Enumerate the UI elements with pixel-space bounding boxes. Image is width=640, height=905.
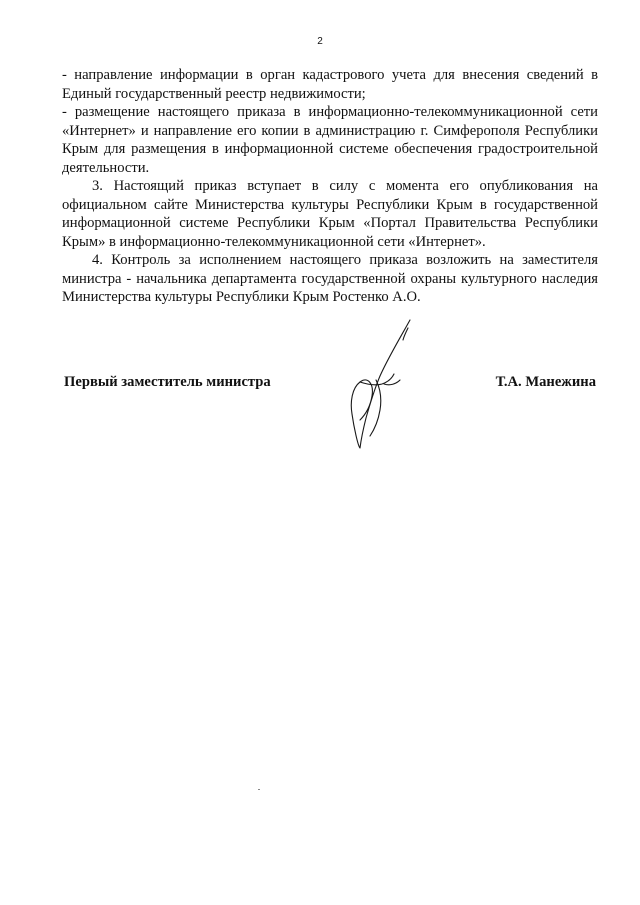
paragraph-1: - направление информации в орган кадастрового учета для внесения сведений в Единый государственный реестр недвижимости; [62,67,598,102]
signer-name: Т.А. Манежина [495,374,596,390]
signature-block [0,374,640,398]
paragraph-2: - размещение настоящего приказа в информационно-телекоммуникационной сети «Интернет» и направление его копии в администрацию г. Симферополя Республики Крым для размещения в информационной системе обеспечения градостроительной деятельности. [62,104,598,176]
paragraph-4: 4. Контроль за исполнением настоящего приказа возложить на заместителя министра - начальника департамента государственной охраны культурного наследия Министерства культуры Республики Крым Ростенко А.О. [62,252,598,305]
scan-speck [258,789,260,790]
signer-position: Первый заместитель министра [64,374,271,390]
paragraph-3: 3. Настоящий приказ вступает в силу с момента его опубликования на официальном сайте Министерства культуры Республики Крым в государственной информационной системе Республики Крым «Портал Правительства Республики Крым» в информационно-телекоммуникационной сети «Интернет». [62,178,598,250]
document-body [62,66,598,307]
page-number: 2 [317,36,323,47]
handwritten-signature [330,318,425,453]
